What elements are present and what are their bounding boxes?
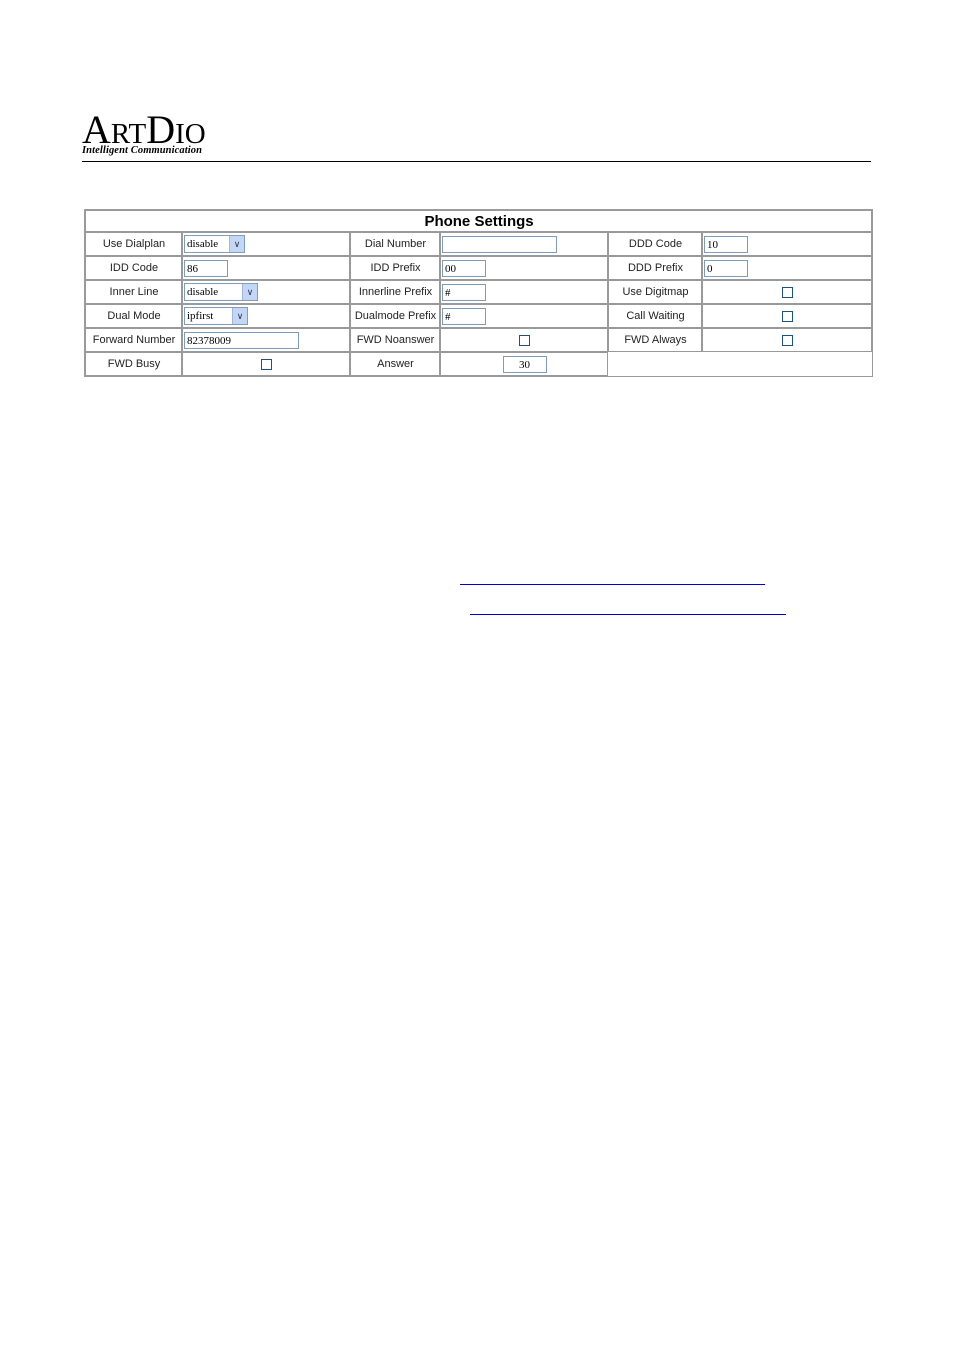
dual-mode-select[interactable]: ipfirst ∨ [184,307,248,325]
fwd-busy-label: FWD Busy [85,352,182,376]
fwd-busy-cell [182,352,350,376]
inner-line-label: Inner Line [85,280,182,304]
fwd-noanswer-cell [440,328,608,352]
settings-row-3 [85,280,872,304]
use-digitmap-checkbox[interactable] [782,287,793,298]
answer-input[interactable]: 30 [503,356,547,373]
fwd-busy-checkbox[interactable] [261,359,272,370]
hyperlink-underline[interactable] [460,584,765,585]
dualmode-prefix-input[interactable]: # [442,308,486,325]
settings-row-1 [85,232,872,256]
forward-number-label: Forward Number [85,328,182,352]
idd-prefix-cell [440,256,608,280]
fwd-always-cell [702,328,872,352]
hyperlink-underline[interactable] [470,614,786,615]
idd-prefix-label: IDD Prefix [350,256,440,280]
settings-row-4 [85,304,872,328]
inner-line-cell [182,280,350,304]
dualmode-prefix-cell [440,304,608,328]
header-divider [82,161,871,162]
ddd-code-input[interactable]: 10 [704,236,748,253]
panel-title: Phone Settings [85,210,872,232]
dual-mode-cell [182,304,350,328]
fwd-always-label: FWD Always [608,328,702,352]
use-digitmap-cell [702,280,872,304]
chevron-down-icon: ∨ [232,308,247,324]
fwd-noanswer-checkbox[interactable] [519,335,530,346]
fwd-always-checkbox[interactable] [782,335,793,346]
forward-number-cell [182,328,350,352]
answer-cell [440,352,608,376]
dial-number-label: Dial Number [350,232,440,256]
use-dialplan-label: Use Dialplan [85,232,182,256]
empty-cell [608,352,872,376]
call-waiting-checkbox[interactable] [782,311,793,322]
ddd-code-label: DDD Code [608,232,702,256]
ddd-prefix-label: DDD Prefix [608,256,702,280]
call-waiting-label: Call Waiting [608,304,702,328]
dial-number-input[interactable] [442,236,557,253]
phone-settings-table [84,209,873,377]
dial-number-cell [440,232,608,256]
settings-row-5 [85,328,872,352]
ddd-prefix-input[interactable]: 0 [704,260,748,277]
call-waiting-cell [702,304,872,328]
answer-label: Answer [350,352,440,376]
innerline-prefix-label: Innerline Prefix [350,280,440,304]
settings-row-6 [85,352,872,376]
forward-number-input[interactable]: 82378009 [184,332,299,349]
idd-code-input[interactable]: 86 [184,260,228,277]
idd-code-cell [182,256,350,280]
inner-line-select[interactable]: disable ∨ [184,283,258,301]
dualmode-prefix-label: Dualmode Prefix [350,304,440,328]
dual-mode-label: Dual Mode [85,304,182,328]
logo-tagline: Intelligent Communication [82,145,203,156]
logo-wordmark: ARTDIO [82,107,206,152]
idd-code-label: IDD Code [85,256,182,280]
ddd-code-cell [702,232,872,256]
settings-row-2 [85,256,872,280]
use-digitmap-label: Use Digitmap [608,280,702,304]
chevron-down-icon: ∨ [229,236,244,252]
artdio-logo [82,107,222,160]
innerline-prefix-cell [440,280,608,304]
use-dialplan-select[interactable]: disable ∨ [184,235,245,253]
innerline-prefix-input[interactable]: # [442,284,486,301]
use-dialplan-cell [182,232,350,256]
chevron-down-icon: ∨ [242,284,257,300]
fwd-noanswer-label: FWD Noanswer [350,328,440,352]
idd-prefix-input[interactable]: 00 [442,260,486,277]
ddd-prefix-cell [702,256,872,280]
